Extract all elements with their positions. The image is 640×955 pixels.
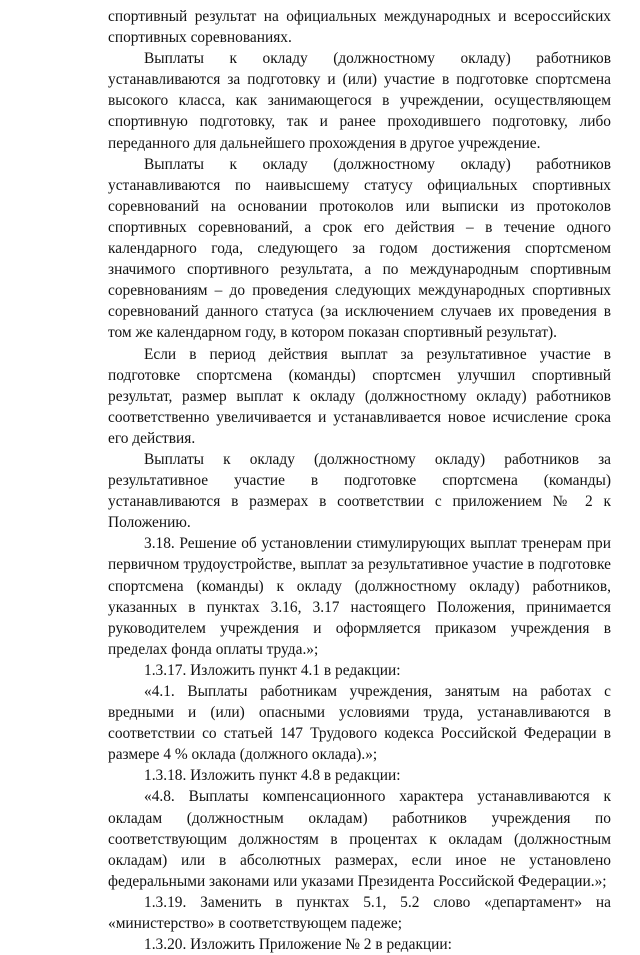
paragraph: 1.3.17. Изложить пункт 4.1 в редакции:: [144, 661, 401, 679]
paragraph: 1.3.18. Изложить пункт 4.8 в редакции:: [144, 767, 401, 785]
document-body: [108, 6, 611, 955]
paragraph: 3.18. Решение об установлении стимулирующих выплат тренерам при первичном трудоустройстве, выплат за результативное участие в подготовке спортсмена (команды) к окладу (должностному окладу) работников, указанных в пунктах 3.16, 3.17 настоящего Положения, принимается руководителем учреждения и оформляется приказом учреждения в пределах фонда оплаты труда.»;: [108, 535, 611, 658]
paragraph: Выплаты к окладу (должностному окладу) работников устанавливаются по наивысшему статусу официальных спортивных соревнований на основании протоколов или выписки из протоколов спортивных соревнований, а срок его действия – в течение одного календарного года, следующего за годом достижения спортсменом значимого спортивного результата, а по международным спортивным соревнованиям – до проведения следующих международных спортивных соревнований данного статуса (за исключением случаев их проведения в том же календарном году, в котором показан спортивный результат).: [108, 155, 611, 342]
paragraph: Если в период действия выплат за результативное участие в подготовке спортсмена (команды) спортсмен улучшил спортивный результат, размер выплат к окладу (должностному окладу) работников соответственно увеличивается и устанавливается новое исчисление срока его действия.: [108, 345, 611, 447]
paragraph: 1.3.19. Заменить в пунктах 5.1, 5.2 слово «департамент» на «министерство» в соответствующем падеже;: [108, 893, 611, 933]
paragraph: «4.8. Выплаты компенсационного характера устанавливаются к окладам (должностным окладам) работников учреждения по соответствующим должностям в процентах к окладам (должностным окладам) или в абсолютных размерах, если иное не установлено федеральными законами или указами Президента Российской Федерации.»;: [108, 788, 611, 890]
paragraph: «4.1. Выплаты работникам учреждения, занятым на работах с вредными и (или) опасными условиями труда, устанавливаются в соответствии со статьей 147 Трудового кодекса Российской Федерации в размере 4 % оклада (должного оклада).»;: [108, 683, 611, 764]
paragraph: 1.3.20. Изложить Приложение № 2 в редакции:: [144, 936, 452, 954]
paragraph: спортивный результат на официальных международных и всероссийских спортивных соревнованиях.: [108, 8, 611, 47]
paragraph: Выплаты к окладу (должностному окладу) работников за результативное участие в подготовке спортсмена (команды) устанавливаются в размерах в соответствии с приложением № 2 к Положению.: [108, 450, 611, 532]
paragraph: Выплаты к окладу (должностному окладу) работников устанавливаются за подготовку и (или) участие в подготовке спортсмена высокого класса, как занимающегося в учреждении, осуществляющем спортивную подготовку, так и ранее проходившего подготовку, либо переданного для дальнейшего прохождения в другое учреждение.: [108, 50, 611, 152]
